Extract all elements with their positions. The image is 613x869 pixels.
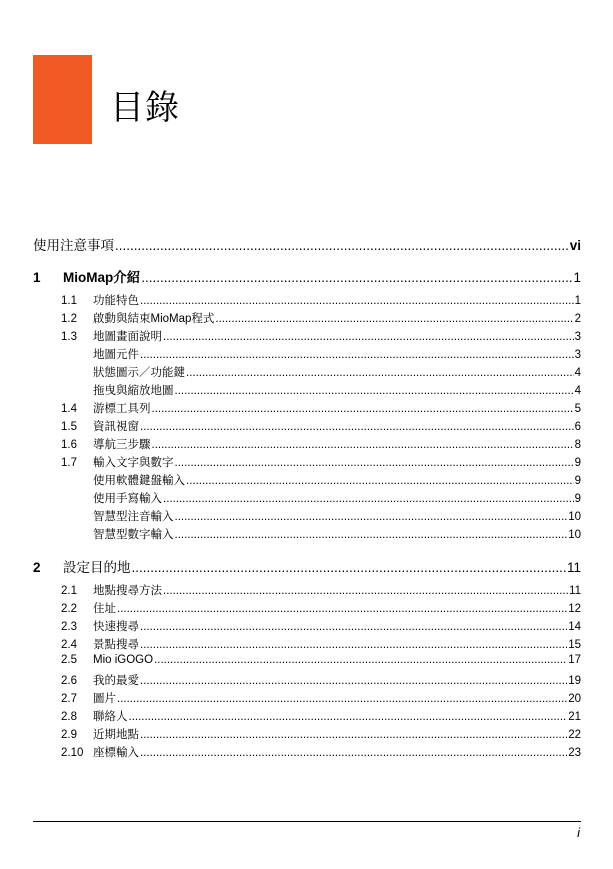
dot-leader [154,654,567,666]
section-number: 2.2 [61,603,77,615]
dot-leader [152,439,574,451]
toc-section[interactable] [33,454,581,472]
toc-subsection[interactable] [33,490,581,508]
page-title: 目錄 [110,89,180,127]
toc-section[interactable] [33,582,581,600]
chapter-number: 1 [33,270,41,285]
section-page: 5 [574,403,581,415]
chapter-number: 2 [33,560,41,575]
section-number: 2.5 [61,654,77,666]
toc-section[interactable] [33,744,581,762]
section-page: 19 [568,675,581,687]
dot-leader [117,603,567,615]
dot-leader [140,729,567,741]
section-number: 1.6 [61,439,77,451]
dot-leader [117,693,567,705]
section-page: 22 [568,729,581,741]
toc-entry-page: vi [569,238,581,253]
subsection-title: 狀態圖示／功能鍵 [93,367,185,379]
toc-section[interactable] [33,618,581,636]
subsection-page: 9 [574,475,581,487]
toc-section[interactable] [33,436,581,454]
toc-section[interactable] [33,726,581,744]
section-title: 資訊視窗 [93,421,139,433]
section-title: 功能特色 [93,295,139,307]
subsection-page: 4 [574,385,581,397]
section-number: 1.2 [61,313,77,325]
toc-entry-intro[interactable] [33,234,581,252]
dot-leader [215,313,573,325]
dot-leader [140,421,574,433]
toc-section[interactable] [33,672,581,690]
dot-leader [140,747,567,759]
decorative-orange-block [33,55,92,144]
chapter-page: 11 [566,560,581,575]
section-title: 導航三步驟 [93,439,151,451]
section-number: 2.7 [61,693,77,705]
toc-chapter-1[interactable] [33,266,581,284]
chapter-title: MioMap介紹 [63,270,141,285]
section-title: 圖片 [93,693,116,705]
section-title: 地點搜尋方法 [93,585,162,597]
dot-leader [163,493,574,505]
toc-section[interactable] [33,654,581,672]
dot-leader [132,560,566,575]
page-number: i [577,825,580,840]
section-number: 2.3 [61,621,77,633]
dot-leader [175,529,568,541]
toc-section[interactable] [33,418,581,436]
section-number: 2.8 [61,711,77,723]
dot-leader [115,238,569,253]
toc-section[interactable] [33,600,581,618]
dot-leader [141,270,572,285]
section-title: 我的最愛 [93,675,139,687]
toc-section[interactable] [33,636,581,654]
section-page: 9 [574,457,581,469]
section-number: 1.7 [61,457,77,469]
section-number: 2.6 [61,675,77,687]
section-number: 1.4 [61,403,77,415]
dot-leader [175,385,574,397]
section-number: 2.1 [61,585,77,597]
toc-section[interactable] [33,328,581,346]
section-number: 1.1 [61,295,77,307]
section-number: 2.9 [61,729,77,741]
toc-subsection[interactable] [33,346,581,364]
dot-leader [140,675,567,687]
section-page: 8 [574,439,581,451]
toc-subsection[interactable] [33,382,581,400]
subsection-title: 智慧型數字輸入 [93,529,174,541]
section-title: 座標輸入 [93,747,139,759]
section-page: 15 [568,639,581,651]
toc-chapter-2[interactable] [33,556,581,574]
section-title: 聯絡人 [93,711,128,723]
section-page: 23 [568,747,581,759]
section-number: 1.3 [61,331,77,343]
section-page: 20 [568,693,581,705]
subsection-page: 10 [568,529,581,541]
section-page: 21 [568,711,581,723]
section-title: 啟動與結束MioMap程式 [93,313,215,325]
toc-section[interactable] [33,310,581,328]
section-title: 快速搜尋 [93,621,139,633]
section-page: 6 [574,421,581,433]
section-number: 1.5 [61,421,77,433]
dot-leader [186,475,574,487]
toc-section[interactable] [33,400,581,418]
section-title: 地圖畫面說明 [93,331,162,343]
toc-subsection[interactable] [33,508,581,526]
section-title: 景點搜尋 [93,639,139,651]
subsection-title: 地圖元件 [93,349,139,361]
footer-rule [33,821,581,822]
subsection-title: 使用手寫輸入 [93,493,162,505]
toc-section[interactable] [33,292,581,310]
dot-leader [175,511,568,523]
dot-leader [140,639,567,651]
toc-section[interactable] [33,690,581,708]
subsection-title: 拖曳與縮放地圖 [93,385,174,397]
dot-leader [163,585,568,597]
dot-leader [129,711,568,723]
dot-leader [175,457,574,469]
dot-leader [152,403,574,415]
section-title: Mio iGOGO [93,654,154,666]
subsection-page: 10 [568,511,581,523]
toc-entry-label: 使用注意事項 [33,238,114,253]
dot-leader [140,295,574,307]
chapter-page: 1 [573,270,581,285]
section-page: 2 [574,313,581,325]
dot-leader [140,621,567,633]
dot-leader [163,331,574,343]
section-page: 17 [568,654,581,666]
toc-subsection[interactable] [33,526,581,544]
table-of-contents [33,226,581,762]
section-page: 1 [574,295,581,307]
section-page: 14 [568,621,581,633]
chapter-title: 設定目的地 [63,560,131,575]
subsection-page: 9 [574,493,581,505]
subsection-title: 智慧型注音輸入 [93,511,174,523]
toc-subsection[interactable] [33,364,581,382]
section-number: 2.10 [61,747,84,759]
section-page: 3 [574,331,581,343]
section-page: 11 [569,585,581,597]
subsection-title: 使用軟體鍵盤輸入 [93,475,185,487]
section-title: 輸入文字與數字 [93,457,174,469]
subsection-page: 4 [574,367,581,379]
toc-subsection[interactable] [33,472,581,490]
section-title: 游標工具列 [93,403,151,415]
section-number: 2.4 [61,639,77,651]
subsection-page: 3 [574,349,581,361]
section-page: 12 [568,603,581,615]
section-title: 住址 [93,603,116,615]
dot-leader [186,367,574,379]
section-title: 近期地點 [93,729,139,741]
toc-section[interactable] [33,708,581,726]
dot-leader [140,349,574,361]
